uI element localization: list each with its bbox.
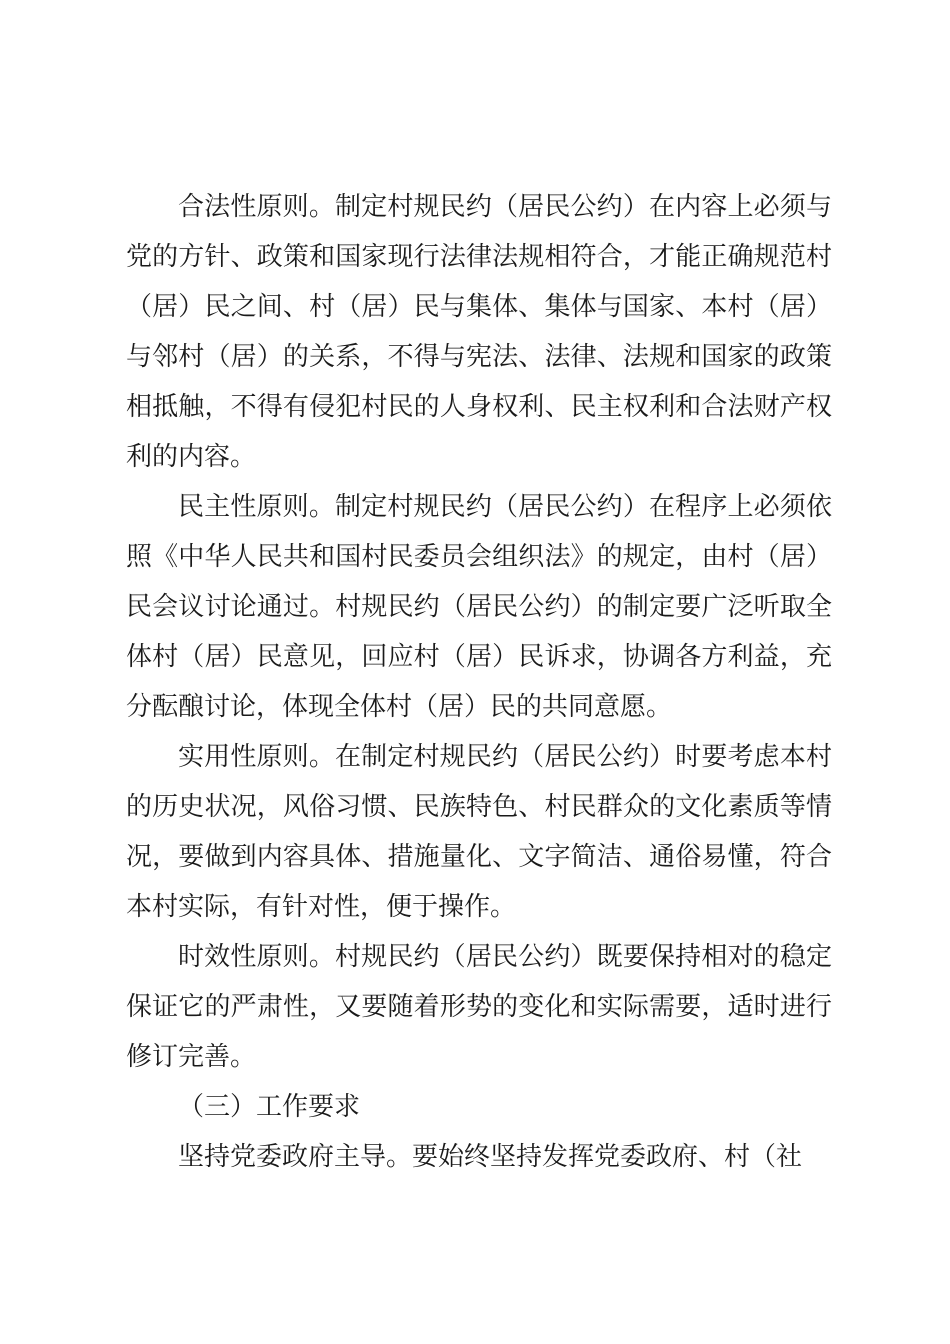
paragraph-party-leadership: 坚持党委政府主导。要始终坚持发挥党委政府、村（社: [178, 1142, 803, 1172]
paragraph-democracy-principle: 民主性原则。制定村规民约（居民公约）在程序上必须依照《中华人民共和国村民委员会组织法》的规定，由村（居）民会议讨论通过。村规民约（居民公约）的制定要广泛听取全体村（居）民意见，回应村（居）民诉求，协调各方利益，充分酝酿讨论，体现全体村（居）民的共同意愿。: [126, 492, 832, 722]
document-body: [126, 182, 832, 1182]
paragraph-practicality-principle: 实用性原则。在制定村规民约（居民公约）时要考虑本村的历史状况，风俗习惯、民族特色、村民群众的文化素质等情况，要做到内容具体、措施量化、文字简洁、通俗易懂，符合本村实际，有针对性，便于操作。: [126, 742, 832, 922]
paragraph-timeliness-principle: 时效性原则。村规民约（居民公约）既要保持相对的稳定保证它的严肃性，又要随着形势的变化和实际需要，适时进行修订完善。: [126, 942, 832, 1072]
paragraph-legality-principle: 合法性原则。制定村规民约（居民公约）在内容上必须与党的方针、政策和国家现行法律法规相符合，才能正确规范村（居）民之间、村（居）民与集体、集体与国家、本村（居）与邻村（居）的关系，不得与宪法、法律、法规和国家的政策相抵触，不得有侵犯村民的人身权利、民主权利和合法财产权利的内容。: [126, 192, 832, 472]
section-heading-work-requirements: （三）工作要求: [178, 1092, 361, 1122]
